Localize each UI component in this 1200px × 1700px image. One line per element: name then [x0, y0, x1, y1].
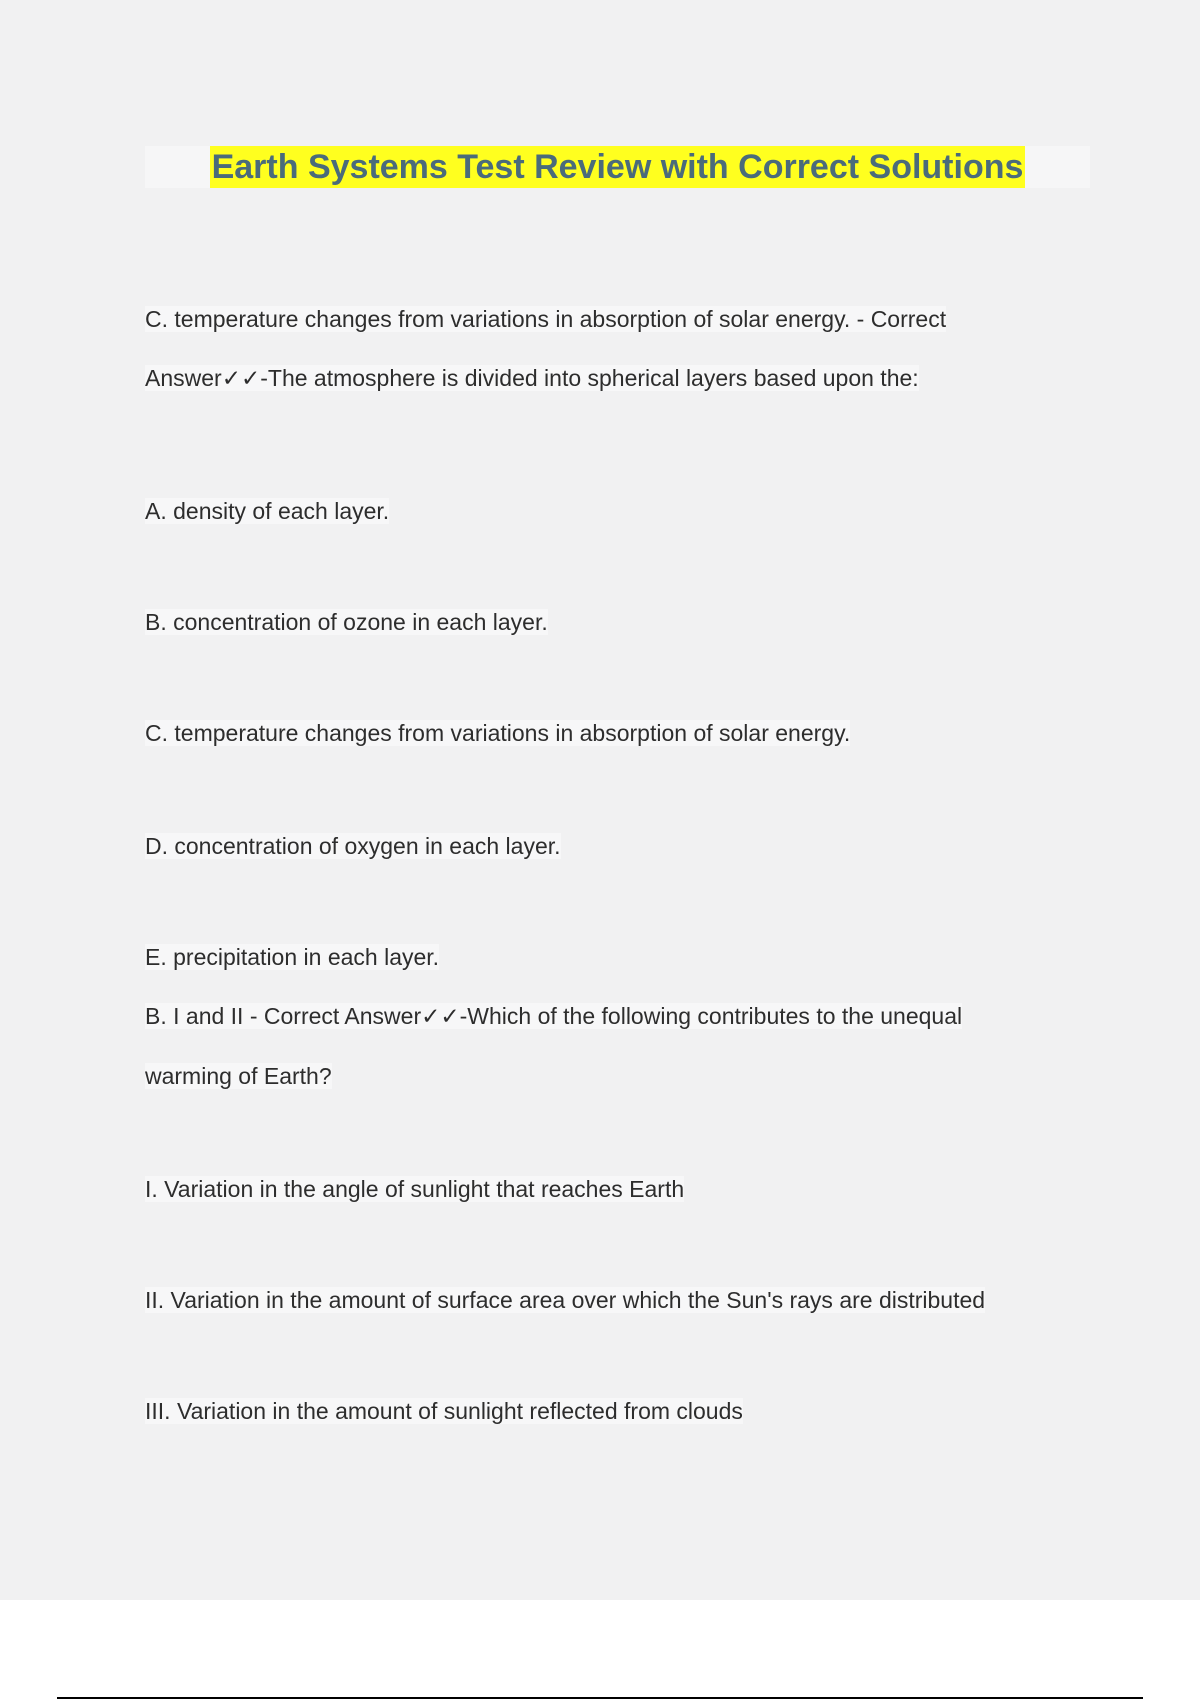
- question-2-line-1: B. I and II - Correct Answer✓✓-Which of the following contributes to the unequal: [145, 1003, 963, 1029]
- statement-ii: II. Variation in the amount of surface area over which the Sun's rays are distributed: [145, 1287, 986, 1313]
- question-2-line-2: warming of Earth?: [145, 1063, 332, 1089]
- option-b: B. concentration of ozone in each layer.: [145, 609, 548, 635]
- question-1-line-1: C. temperature changes from variations in absorption of solar energy. - Correct: [145, 306, 947, 332]
- title-band: [145, 146, 1090, 188]
- footer-divider: [57, 1697, 1143, 1699]
- statement-i: I. Variation in the angle of sunlight that reaches Earth: [145, 1176, 685, 1202]
- option-c: C. temperature changes from variations in absorption of solar energy.: [145, 720, 851, 746]
- option-d: D. concentration of oxygen in each layer.: [145, 833, 561, 859]
- question-1-line-2: Answer✓✓-The atmosphere is divided into spherical layers based upon the:: [145, 365, 919, 391]
- document-title: Earth Systems Test Review with Correct Solutions: [211, 148, 1024, 186]
- option-e: E. precipitation in each layer.: [145, 944, 440, 970]
- statement-iii: III. Variation in the amount of sunlight reflected from clouds: [145, 1398, 743, 1424]
- option-a: A. density of each layer.: [145, 498, 390, 524]
